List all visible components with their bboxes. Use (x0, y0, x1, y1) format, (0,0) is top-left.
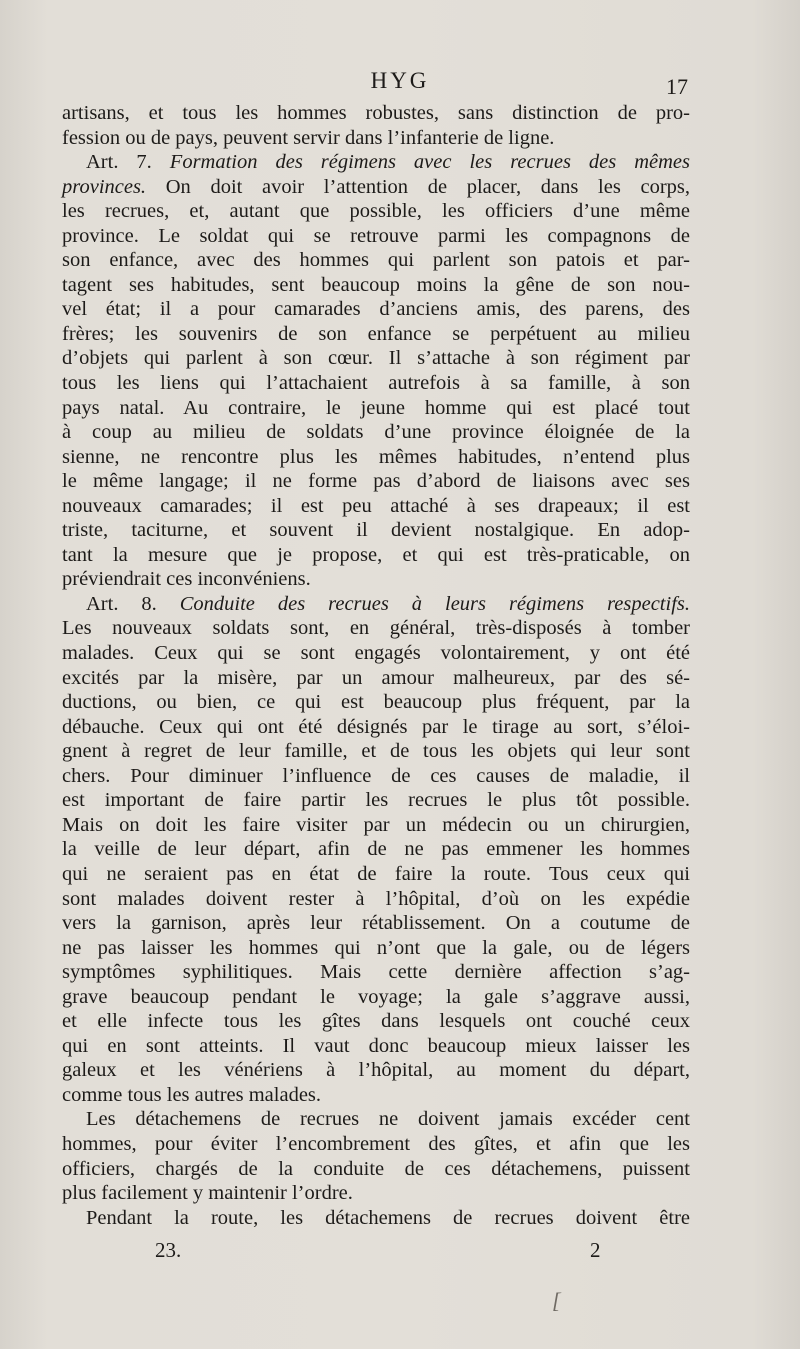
text-line (62, 690, 690, 715)
body-text (62, 101, 690, 1230)
line-text: frères; les souvenirs de son enfance se perpétuent au milieu (62, 322, 690, 345)
line-text: qui ne seraient pas en état de faire la route. Tous ceux qui (62, 862, 690, 885)
text-line (62, 494, 690, 519)
line-text: Mais on doit les faire visiter par un médecin ou un chirurgien, (62, 813, 690, 836)
text-line (62, 715, 690, 740)
line-text: gnent à regret de leur famille, et de tous les objets qui leur sont (62, 740, 690, 763)
text-line (62, 1132, 690, 1157)
text-line (62, 641, 690, 666)
line-text: galeux et les vénériens à l’hôpital, au moment du départ, (62, 1059, 690, 1082)
line-text: tagent ses habitudes, sent beaucoup moins la gêne de son nou- (62, 273, 690, 296)
text-line (62, 346, 690, 371)
text-line (62, 960, 690, 985)
line-text: vers la garnison, après leur rétablissement. On a coutume de (62, 912, 690, 935)
line-text: d’objets qui parlent à son cœur. Il s’attache à son régiment par (62, 347, 690, 370)
text-line (62, 887, 690, 912)
line-text: à coup au milieu de soldats d’une province éloignée de la (62, 421, 690, 444)
line-text: sienne, ne rencontre plus les mêmes habitudes, n’entend plus (62, 445, 690, 468)
article-number: Art. 8. (86, 592, 180, 615)
text-line (62, 1107, 690, 1132)
text-line (62, 297, 690, 322)
text-line (62, 567, 690, 592)
text-line (62, 396, 690, 421)
line-text: et elle infecte tous les gîtes dans lesquels ont couché ceux (62, 1010, 690, 1033)
line-text: sont malades doivent rester à l’hôpital, d’où on les expédie (62, 887, 690, 910)
text-line (62, 101, 690, 126)
line-text: la veille de leur départ, afin de ne pas emmener les hommes (62, 838, 690, 861)
text-line (62, 764, 690, 789)
text-line (62, 150, 690, 175)
line-text: le même langage; il ne forme pas d’abord de liaisons avec ses (62, 470, 690, 493)
text-line (62, 199, 690, 224)
text-line (62, 837, 690, 862)
line-text: ductions, ou bien, ce qui est beaucoup plus fréquent, par la (62, 691, 690, 714)
line-text: symptômes syphilitiques. Mais cette dernière affection s’ag- (62, 961, 690, 984)
page-header (0, 68, 800, 98)
article-title: Conduite des recrues à leurs régimens respectifs. (179, 592, 690, 615)
text-line (62, 273, 690, 298)
line-text: débauche. Ceux qui ont été désignés par le tirage au sort, s’éloi- (62, 715, 690, 738)
text-line (62, 788, 690, 813)
article-title: Formation des régimens avec les recrues des mêmes (169, 151, 691, 174)
text-line (62, 543, 690, 568)
line-text: tant la mesure que je propose, et qui est très-praticable, on (62, 543, 690, 566)
text-line (62, 248, 690, 273)
text-line (62, 518, 690, 543)
line-text: pays natal. Au contraire, le jeune homme qui est placé tout (62, 396, 690, 419)
line-text: plus facilement y maintenir l’ordre. (62, 1182, 353, 1205)
text-line (62, 616, 690, 641)
line-text: triste, taciturne, et souvent il devient nostalgique. En adop- (62, 519, 690, 542)
line-text: officiers, chargés de la conduite de ces détachemens, puissent (62, 1157, 690, 1180)
pencil-mark: [ (552, 1288, 561, 1313)
line-text: hommes, pour éviter l’encombrement des gîtes, et afin que les (62, 1132, 690, 1155)
running-head: HYG (370, 68, 430, 93)
text-line (62, 739, 690, 764)
text-line (62, 420, 690, 445)
line-text: On doit avoir l’attention de placer, dans les corps, (146, 175, 690, 198)
text-line (62, 936, 690, 961)
line-text: ne pas laisser les hommes qui n’ont que la gale, ou de légers (62, 936, 690, 959)
text-line (62, 1157, 690, 1182)
line-text: Les détachemens de recrues ne doivent jamais excéder cent (86, 1108, 690, 1131)
text-line (62, 862, 690, 887)
text-line (62, 175, 690, 200)
text-line (62, 445, 690, 470)
text-line (62, 126, 690, 151)
text-line (62, 1181, 690, 1206)
line-text: province. Le soldat qui se retrouve parmi les compagnons de (62, 224, 690, 247)
text-line (62, 469, 690, 494)
text-line (62, 1206, 690, 1231)
text-line (62, 592, 690, 617)
text-line (62, 1083, 690, 1108)
line-text: grave beaucoup pendant le voyage; la gale s’aggrave aussi, (62, 985, 690, 1008)
text-line (62, 1034, 690, 1059)
text-line (62, 813, 690, 838)
text-line (62, 985, 690, 1010)
page-footer (0, 1238, 800, 1268)
text-line (62, 224, 690, 249)
line-text: artisans, et tous les hommes robustes, sans distinction de pro- (62, 102, 690, 124)
line-text: tous les liens qui l’attachaient autrefois à sa famille, à son (62, 372, 690, 395)
line-text: vel état; il a pour camarades d’anciens amis, des parens, des (62, 298, 690, 321)
text-line (62, 666, 690, 691)
signature-mark: 23. (155, 1238, 182, 1262)
sheet-mark: 2 (590, 1238, 601, 1262)
line-text: Pendant la route, les détachemens de recrues doivent être (86, 1206, 690, 1229)
text-line (62, 911, 690, 936)
line-text: son enfance, avec des hommes qui parlent son patois et par- (62, 249, 690, 272)
line-text: est important de faire partir les recrues le plus tôt possible. (62, 789, 690, 812)
text-line (62, 1009, 690, 1034)
line-text: malades. Ceux qui se sont engagés volontairement, y ont été (62, 642, 690, 665)
line-text: les recrues, et, autant que possible, les officiers d’une même (62, 200, 690, 223)
line-text: préviendrait ces inconvéniens. (62, 568, 311, 591)
article-title: provinces. (62, 175, 147, 198)
text-line (62, 322, 690, 347)
line-text: comme tous les autres malades. (62, 1083, 322, 1106)
line-text: excités par la misère, par un amour malheureux, par des sé- (62, 666, 690, 689)
line-text: qui en sont atteints. Il vaut donc beaucoup mieux laisser les (62, 1034, 690, 1057)
text-line (62, 371, 690, 396)
line-text: Les nouveaux soldats sont, en général, très-disposés à tomber (62, 617, 690, 640)
line-text: fession ou de pays, peuvent servir dans l’infanterie de ligne. (62, 126, 555, 149)
line-text: chers. Pour diminuer l’influence de ces causes de maladie, il (62, 764, 690, 787)
line-text: nouveaux camarades; il est peu attaché à ses drapeaux; il est (62, 494, 690, 517)
article-number: Art. 7. (86, 151, 170, 174)
page-number: 17 (666, 74, 688, 99)
text-line (62, 1058, 690, 1083)
